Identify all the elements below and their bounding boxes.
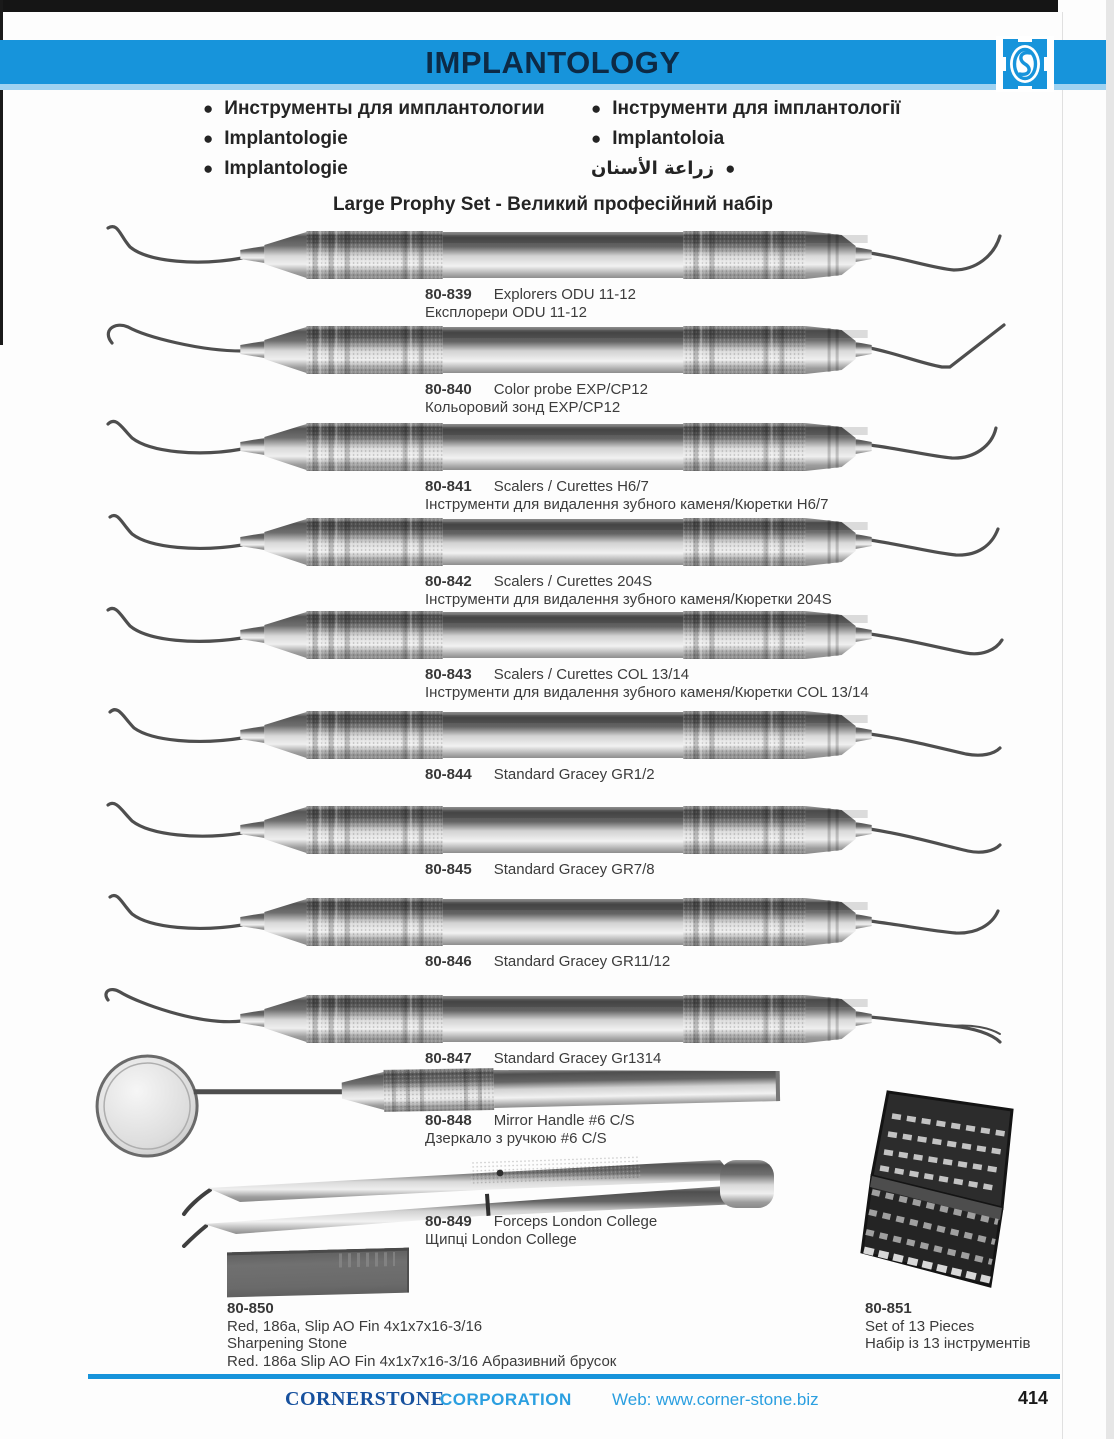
scan-right-line xyxy=(1062,12,1063,1439)
stone-spec: Red, 186a, Slip AO Fin 4x1x7x16-3/16 xyxy=(227,1317,483,1335)
bullet-item xyxy=(203,154,545,184)
instrument-photo xyxy=(100,509,1012,573)
product-name: Color probe EXP/CP12 xyxy=(493,381,648,398)
product-caption xyxy=(425,861,655,879)
footer-divider xyxy=(88,1374,1060,1379)
product-name: Scalers / Curettes 204S xyxy=(493,573,653,590)
bullet-text: Implantologie xyxy=(224,158,348,179)
bullet-item xyxy=(203,124,545,154)
product-caption xyxy=(425,1112,635,1147)
instrument-photo xyxy=(100,222,1012,286)
instrument-photo xyxy=(100,702,1012,766)
product-code: 80-842 xyxy=(425,573,472,590)
product-name: Forceps London College xyxy=(493,1213,658,1230)
product-code: 80-847 xyxy=(425,1050,472,1067)
brand-logo xyxy=(996,36,1054,92)
product-name: Standard Gracey GR1/2 xyxy=(493,766,655,783)
product-code: 80-844 xyxy=(425,766,472,783)
product-name: Scalers / Curettes H6/7 xyxy=(493,478,649,495)
product-name-translated: Інструменти для видалення зубного каменя/Кюретки 204S xyxy=(425,590,832,608)
stone-spec-translated: Red. 186a Slip AO Fin 4x1x7x16-3/16 Абразивний брусок xyxy=(227,1352,617,1370)
product-name: Scalers / Curettes COL 13/14 xyxy=(493,666,690,683)
instrument-photo xyxy=(100,986,1012,1050)
product-code: 80-845 xyxy=(425,861,472,878)
footer-brand-suffix: CORPORATION xyxy=(440,1390,572,1409)
product-caption xyxy=(425,478,828,513)
product-name-translated: Щипці London College xyxy=(425,1230,577,1248)
product-name: Mirror Handle #6 C/S xyxy=(493,1112,635,1129)
bullet-item xyxy=(591,94,901,124)
scan-right-margin xyxy=(1106,0,1114,1439)
bullet-text: Implantoloia xyxy=(612,128,725,149)
product-code: 80-846 xyxy=(425,953,472,970)
bullet-item xyxy=(591,124,901,154)
page-number: 414 xyxy=(1018,1388,1049,1408)
stone-name: Sharpening Stone xyxy=(227,1335,348,1352)
cassette-photo xyxy=(860,1088,1042,1294)
product-code: 80-843 xyxy=(425,666,472,683)
product-code: 80-851 xyxy=(865,1300,912,1317)
product-caption xyxy=(425,953,670,971)
bullet-icon: ● xyxy=(725,159,736,178)
bullet-item xyxy=(203,94,545,124)
bullet-text: Инструменты для имплантологии xyxy=(224,98,545,119)
stone-caption xyxy=(227,1300,616,1370)
product-name-translated: Дзеркало з ручкою #6 C/S xyxy=(425,1129,607,1147)
product-name-translated: Кольоровий зонд EXP/CP12 xyxy=(425,398,621,416)
product-name: Standard Gracey GR11/12 xyxy=(493,953,671,970)
footer-brand: CORNERSTONE xyxy=(285,1388,445,1410)
product-name: Explorers ODU 11-12 xyxy=(493,286,636,303)
bullet-item xyxy=(591,154,901,184)
stone-texture xyxy=(339,1252,395,1267)
product-name: Standard Gracey Gr1314 xyxy=(493,1050,662,1067)
instrument-photo xyxy=(100,889,1012,953)
cassette-caption xyxy=(865,1300,1030,1353)
product-code: 80-849 xyxy=(425,1213,472,1230)
bullet-icon: ● xyxy=(591,99,602,118)
instrument-photo xyxy=(100,317,1012,381)
product-code: 80-841 xyxy=(425,478,472,495)
bullet-icon: ● xyxy=(203,99,214,118)
product-code: 80-850 xyxy=(227,1300,274,1317)
bullet-text: Інструменти для імплантології xyxy=(612,98,901,119)
cassette-name-translated: Набір із 13 інструментів xyxy=(865,1335,1031,1352)
product-code: 80-839 xyxy=(425,286,472,303)
product-caption xyxy=(425,286,636,321)
product-name-translated: Інструменти для видалення зубного каменя/Кюретки H6/7 xyxy=(425,495,829,513)
instrument-photo xyxy=(100,797,1012,861)
product-caption xyxy=(425,381,648,416)
cornerstone-logo-icon xyxy=(999,37,1051,91)
instrument-photo xyxy=(100,602,1012,666)
bullet-text-arabic: زراعة الأسنان xyxy=(591,158,715,179)
footer-website: Web: www.corner-stone.biz xyxy=(612,1390,819,1409)
product-code: 80-840 xyxy=(425,381,472,398)
product-caption xyxy=(425,1213,657,1248)
instrument-photo xyxy=(100,414,1012,478)
intro-bullets-left xyxy=(203,94,545,184)
section-banner xyxy=(0,40,1106,84)
bullet-icon: ● xyxy=(203,129,214,148)
product-name-translated: Інструменти для видалення зубного каменя/Кюретки COL 13/14 xyxy=(425,683,869,701)
product-caption xyxy=(425,766,655,784)
page-title: IMPLANTOLOGY xyxy=(425,45,681,80)
scan-top-bar xyxy=(0,0,1058,12)
product-name: Standard Gracey GR7/8 xyxy=(493,861,655,878)
bullet-text: Implantologie xyxy=(224,128,348,149)
banner-underline xyxy=(0,84,1106,90)
product-code: 80-848 xyxy=(425,1112,472,1129)
sharpening-stone-photo xyxy=(227,1248,409,1298)
product-name-translated: Експлорери ODU 11-12 xyxy=(425,303,587,321)
product-caption xyxy=(425,666,869,701)
set-title: Large Prophy Set - Великий професійний набір xyxy=(332,194,774,215)
intro-bullets-right xyxy=(591,94,901,184)
bullet-icon: ● xyxy=(203,159,214,178)
cassette-name: Set of 13 Pieces xyxy=(865,1317,975,1335)
bullet-icon: ● xyxy=(591,129,602,148)
